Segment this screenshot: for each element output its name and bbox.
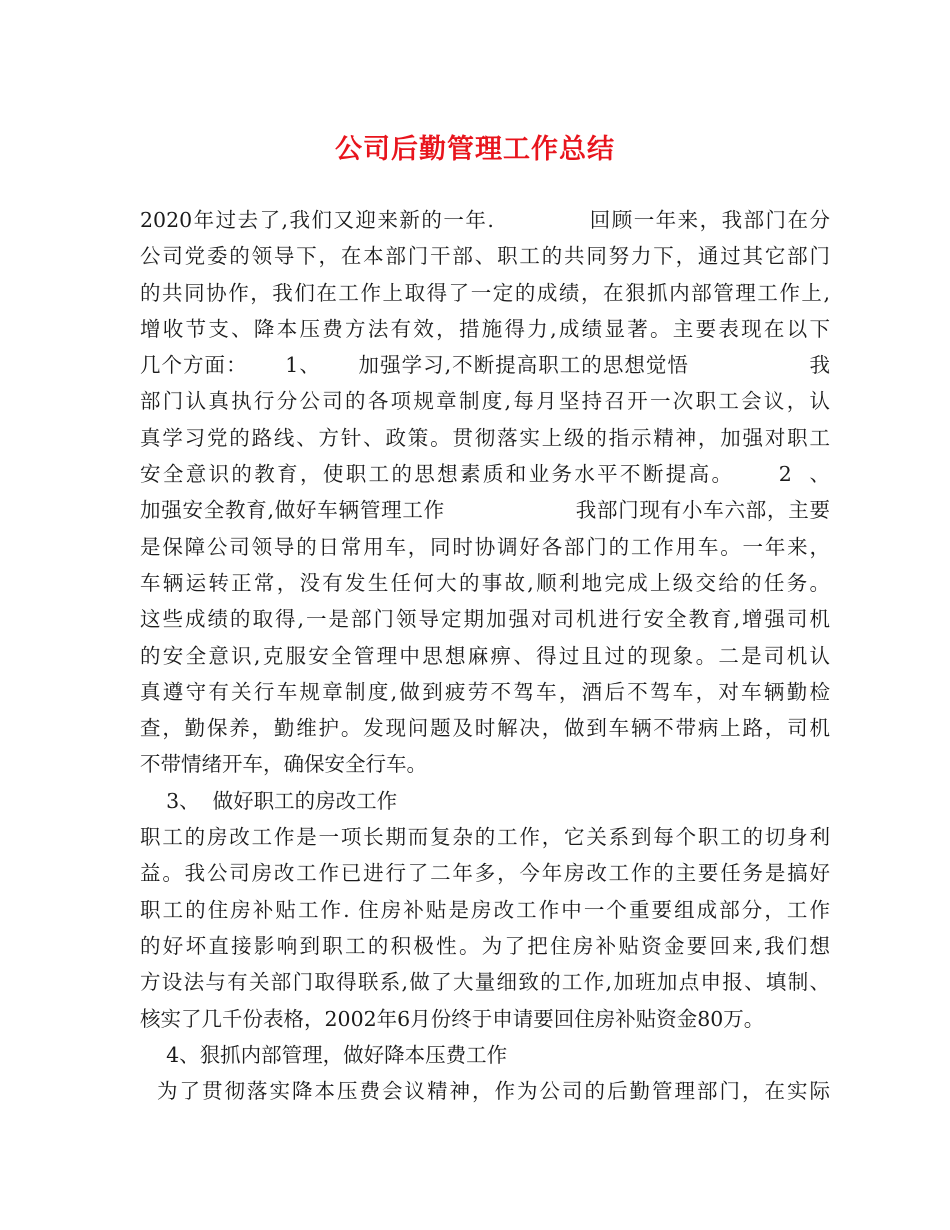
text-line: 不带情绪开车，确保安全行车。 [140, 752, 427, 777]
section-heading: 3、 做好职工的房改工作 [140, 788, 398, 813]
text-line: 职工的住房补贴工作. 住房补贴是房改工作中一个重要组成部分，工作 [140, 897, 830, 922]
text-line: 职工的房改工作是一项长期而复杂的工作，它关系到每个职工的切身利 [140, 825, 830, 850]
text-line: 2020年过去了,我们又迎来新的一年. 回顾一年来，我部门在分 [140, 208, 830, 232]
document-title: 公司后勤管理工作总结 [335, 134, 615, 165]
text-line: 这些成绩的取得,一是部门领导定期加强对司机进行安全教育,增强司机 [140, 607, 830, 632]
text-line: 真遵守有关行车规章制度,做到疲劳不驾车，酒后不驾车，对车辆勤检 [140, 679, 830, 704]
text-line: 为了贯彻落实降本压费会议精神，作为公司的后勤管理部门，在实际 [140, 1079, 830, 1104]
text-line: 查，勤保养，勤维护。发现问题及时解决，做到车辆不带病上路，司机 [140, 716, 830, 741]
text-line: 的安全意识,克服安全管理中思想麻痹、得过且过的现象。二是司机认 [140, 643, 830, 668]
text-line: 的共同协作，我们在工作上取得了一定的成绩，在狠抓内部管理工作上, [140, 280, 830, 305]
text-line: 的好坏直接影响到职工的积极性。为了把住房补贴资金要回来,我们想 [140, 933, 830, 958]
text-line: 部门认真执行分公司的各项规章制度,每月坚持召开一次职工会议，认 [140, 389, 830, 414]
text-line: 几个方面： 1、 加强学习,不断提高职工的思想觉悟 我 [140, 353, 830, 378]
text-line: 安全意识的教育，使职工的思想素质和业务水平不断提高。 2 、 [140, 462, 830, 487]
text-line: 是保障公司领导的日常用车，同时协调好各部门的工作用车。一年来， [140, 534, 830, 559]
text-line: 公司党委的领导下，在本部门干部、职工的共同努力下，通过其它部门 [140, 244, 830, 269]
document-body [140, 202, 830, 1109]
text-line: 益。我公司房改工作已进行了二年多，今年房改工作的主要任务是搞好 [140, 861, 830, 886]
section-heading: 4、狠抓内部管理，做好降本压费工作 [140, 1042, 508, 1067]
text-line: 方设法与有关部门取得联系,做了大量细致的工作,加班加点申报、填制、 [140, 970, 830, 995]
text-line: 车辆运转正常，没有发生任何大的事故,顺利地完成上级交给的任务。 [140, 570, 830, 595]
text-line: 加强安全教育,做好车辆管理工作 我部门现有小车六部，主要 [140, 498, 830, 523]
text-line: 增收节支、降本压费方法有效，措施得力,成绩显著。主要表现在以下 [140, 316, 830, 341]
text-line: 核实了几千份表格，2002年6月份终于申请要回住房补贴资金80万。 [140, 1006, 765, 1031]
text-line: 真学习党的路线、方针、政策。贯彻落实上级的指示精神，加强对职工 [140, 425, 830, 450]
